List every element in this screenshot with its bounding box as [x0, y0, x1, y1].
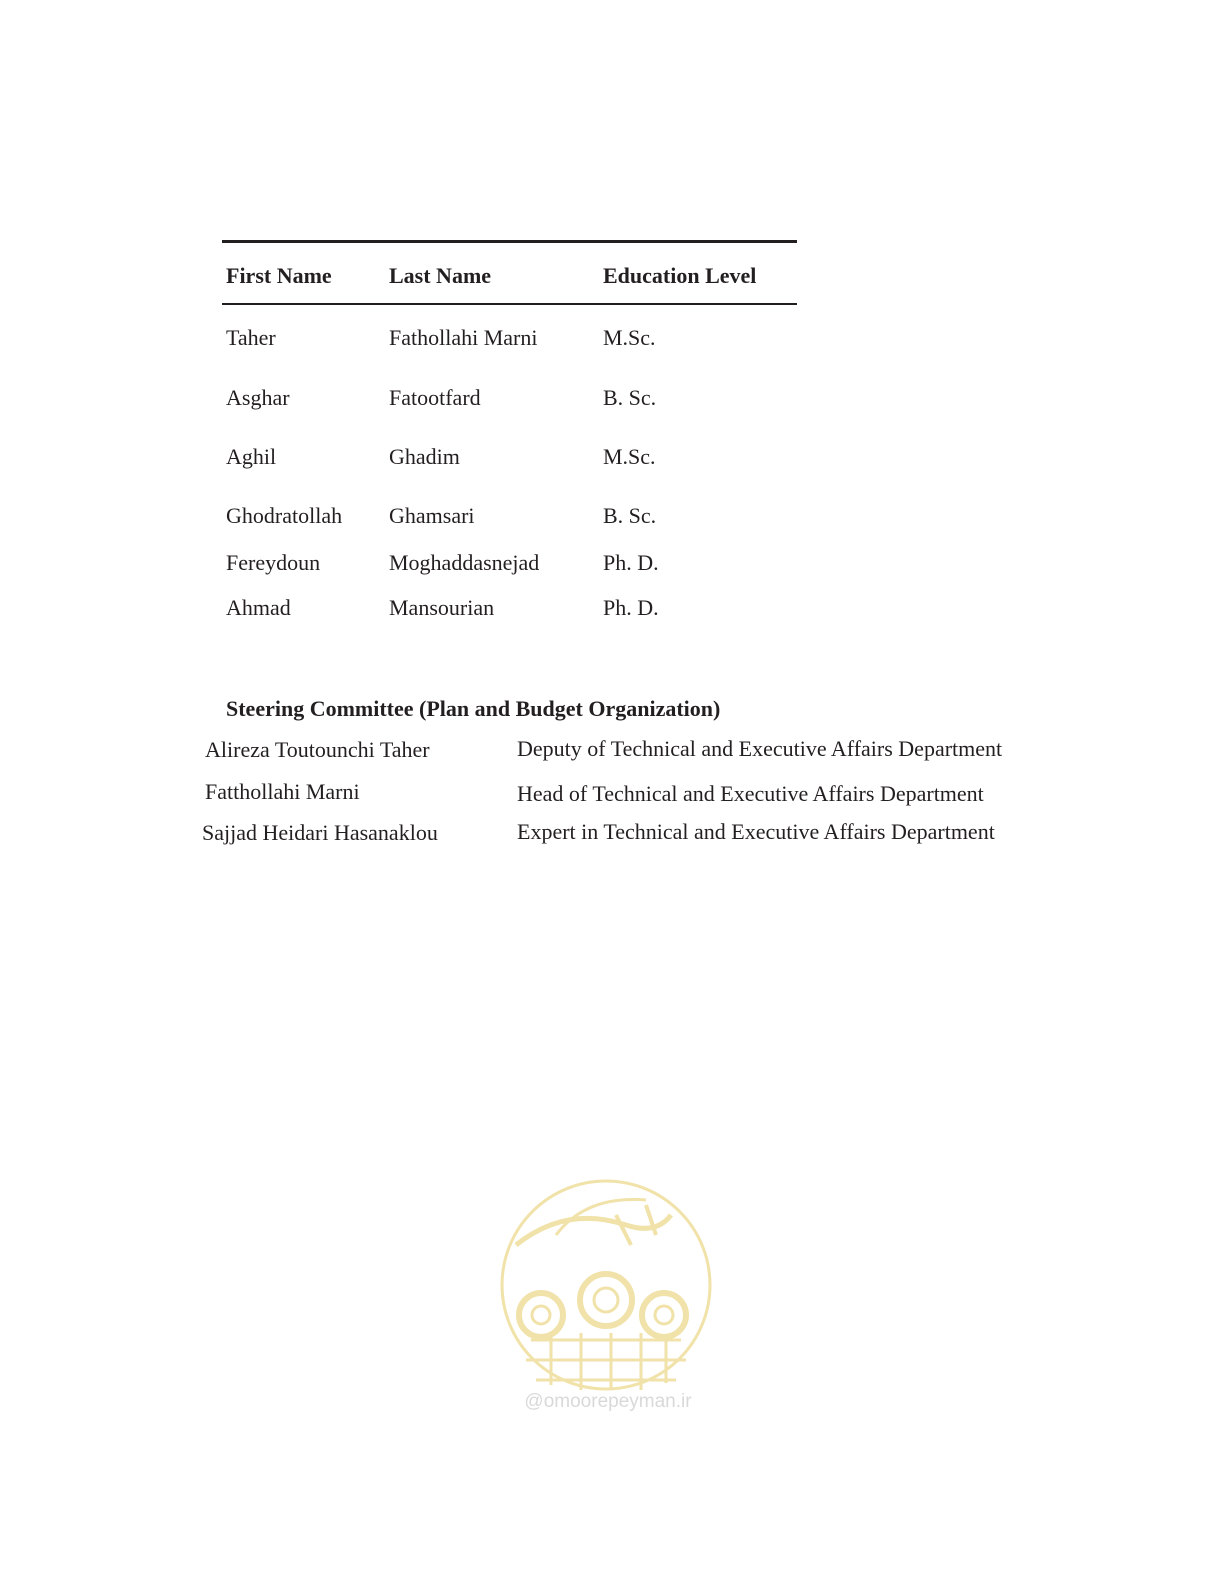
header-first-name: First Name [226, 263, 332, 288]
last-name-cell: Moghaddasnejad [389, 550, 540, 575]
education-cell: B. Sc. [603, 503, 657, 528]
watermark-text: @omoorepeyman.ir [524, 1391, 692, 1412]
member-role: Expert in Technical and Executive Affairs Department [517, 819, 995, 844]
last-name-cell: Ghadim [389, 444, 460, 469]
team-table [222, 240, 797, 635]
member-name: Sajjad Heidari Hasanaklou [202, 820, 438, 845]
last-name-cell: Fathollahi Marni [389, 325, 538, 350]
education-cell: M.Sc. [603, 444, 656, 469]
education-cell: B. Sc. [603, 385, 657, 410]
header-education-level: Education Level [603, 263, 757, 288]
member-role: Deputy of Technical and Executive Affairs Department [517, 736, 1003, 761]
watermark-seal [496, 1175, 716, 1425]
education-cell: Ph. D. [603, 550, 659, 575]
first-name-cell: Ahmad [226, 595, 291, 620]
first-name-cell: Fereydoun [226, 550, 321, 575]
last-name-cell: Fatootfard [389, 385, 481, 410]
first-name-cell: Taher [226, 325, 276, 350]
table-body [222, 305, 797, 635]
first-name-cell: Ghodratollah [226, 503, 343, 528]
member-name: Fatthollahi Marni [205, 779, 360, 804]
first-name-cell: Aghil [226, 444, 277, 469]
last-name-cell: Ghamsari [389, 503, 475, 528]
gear-seal-logo-icon [496, 1175, 716, 1425]
committee-title: Steering Committee (Plan and Budget Organization) [226, 696, 721, 721]
table-row [222, 325, 797, 355]
table-row [222, 595, 797, 625]
table-row [222, 550, 797, 580]
education-cell: M.Sc. [603, 325, 656, 350]
member-role: Head of Technical and Executive Affairs Department [517, 781, 984, 806]
table-row [222, 444, 797, 474]
first-name-cell: Asghar [226, 385, 290, 410]
table-row [222, 385, 797, 415]
education-cell: Ph. D. [603, 595, 659, 620]
member-name: Alireza Toutounchi Taher [205, 737, 430, 762]
table-row [222, 503, 797, 533]
table-header-row [222, 243, 797, 303]
last-name-cell: Mansourian [389, 595, 495, 620]
header-last-name: Last Name [389, 263, 492, 288]
